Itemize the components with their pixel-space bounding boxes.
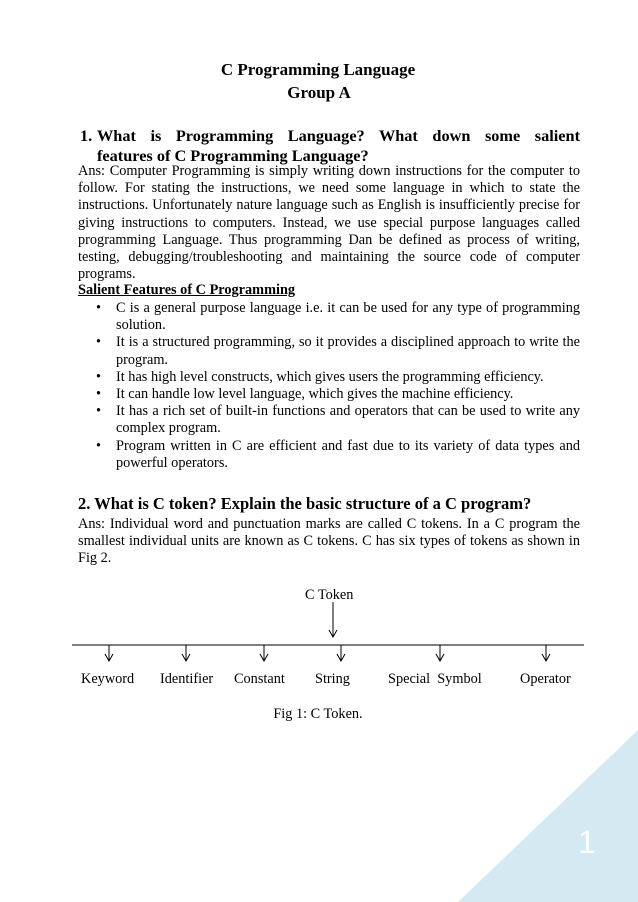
feature-item: • C is a general purpose language i.e. it can be used for any type of programming solution. [94, 300, 580, 334]
figure-caption [0, 706, 638, 723]
document-subtitle: Group A [287, 83, 351, 102]
page-number: 1 [578, 824, 596, 860]
diagram-child-label: Operator [520, 671, 571, 687]
figure-caption-text: Fig 1: C Token. [273, 706, 363, 722]
child-connector [337, 645, 345, 661]
child-connector [542, 645, 550, 661]
feature-item: • It has high level constructs, which gives users the programming efficiency. [94, 369, 580, 386]
question-2: 2. What is C token? Explain the basic structure of a C program? [78, 494, 532, 513]
features-list [94, 300, 580, 472]
diagram-child-label: Identifier [160, 671, 214, 687]
feature-item: • It can handle low level language, which gives the machine efficiency. [94, 386, 580, 403]
document-title: C Programming Language [220, 60, 416, 79]
child-connector [436, 645, 444, 661]
features-heading: Salient Features of C Programming [78, 282, 296, 298]
question-1-line-2: features of C Programming Language? [97, 146, 369, 165]
child-connector [182, 645, 190, 661]
diagram-child-label: String [315, 671, 350, 687]
child-connector [260, 645, 268, 661]
question-1-number: 1. [80, 126, 93, 145]
question-1-line-1: What is Programming Language? What down some salient [97, 126, 580, 145]
diagram-child-label: Constant [234, 671, 285, 687]
question-1 [80, 126, 580, 166]
diagram-child-label: Special Symbol [388, 671, 482, 687]
answer-1: Ans: Computer Programming is simply writing down instructions for the computer to follow. For stating the instructions, we need some language in which to state the instructions. Unfortunately nature language such as English is insufficiently precise for giving instructions to computers. Instead, we use special purpose languages called programming Language. Thus programming Dan be defined as process of writing, testing, debugging/troubleshooting and maintaining the source code of computer programs. [78, 163, 580, 283]
answer-2: Ans: Individual word and punctuation marks are called C tokens. In a C program the smallest individual units are known as C tokens. C has six types of tokens as shown in Fig 2. [78, 516, 580, 567]
feature-item: • It has a rich set of built-in functions and operators that can be used to write any complex program. [94, 403, 580, 437]
diagram-child-label: Keyword [81, 671, 135, 687]
diagram-root-label: C Token [305, 587, 354, 603]
child-connector [105, 645, 113, 661]
feature-item: • Program written in C are efficient and fast due to its variety of data types and powerful operators. [94, 438, 580, 472]
feature-item: • It is a structured programming, so it provides a disciplined approach to write the program. [94, 334, 580, 368]
title-block [0, 58, 638, 104]
corner-decoration [458, 730, 638, 902]
